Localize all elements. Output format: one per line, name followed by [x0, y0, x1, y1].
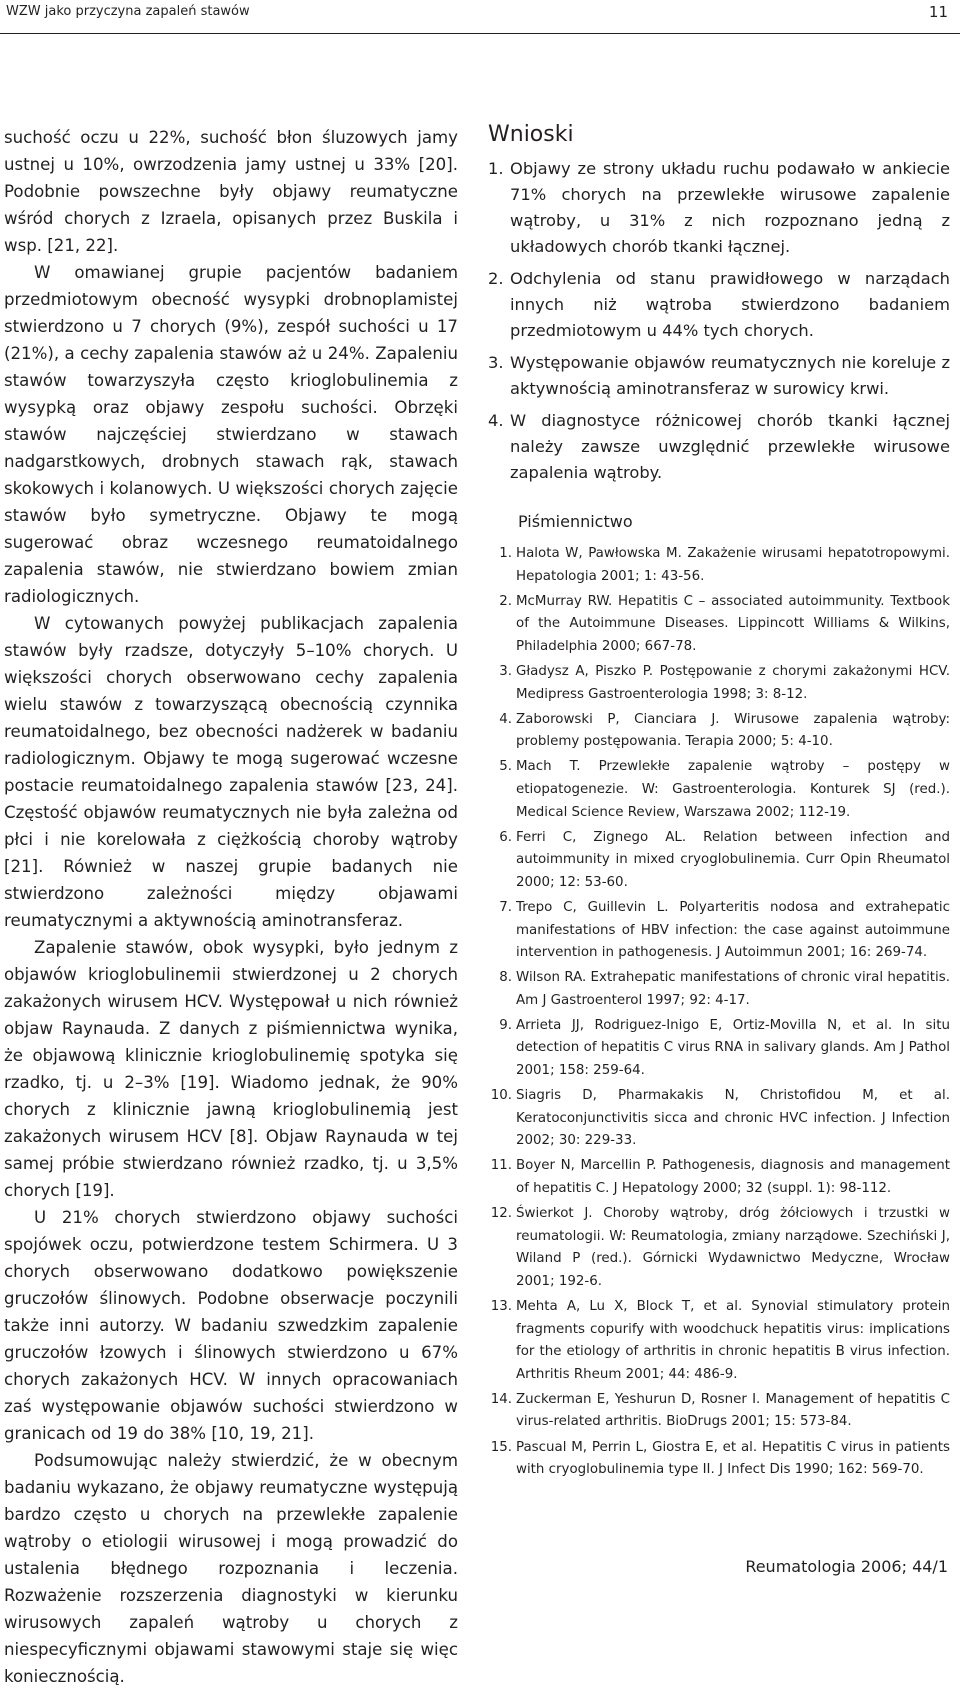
body-paragraph: W cytowanych powyżej publikacjach zapalenia stawów były rzadsze, dotyczyły 5–10% chorych. U większości chorych obserwowano cechy zapalenia wielu stawów z towarzyszącą obecnością czynnika reumatoidalnego, bez obecności nadżerek w badaniu radiologicznym. Objawy te mogą sugerować wczesne postacie reumatoidalnego zapalenia stawów [23, 24]. Częstość objawów reumatycznych nie była zależna od płci i nie korelowała z ciężkością choroby wątroby [21]. Również w naszej grupie badanych nie stwierdzono zależności między objawami reumatycznymi a aktywnością aminotransferaz. [4, 614, 458, 930]
conclusion-item [488, 408, 950, 486]
reference-item [488, 591, 950, 659]
running-title: WZW jako przyczyna zapaleń stawów [6, 4, 250, 19]
conclusion-number: 4. [488, 411, 504, 430]
reference-number: 12. [490, 1206, 512, 1222]
reference-item [488, 1389, 950, 1434]
reference-text: Wilson RA. Extrahepatic manifestations of chronic viral hepatitis. Am J Gastroenterol 1997; 92: 4-17. [516, 970, 950, 1008]
conclusion-item [488, 266, 950, 344]
reference-item [488, 543, 950, 588]
references-heading: Piśmiennictwo [518, 512, 633, 531]
body-paragraph: U 21% chorych stwierdzono objawy suchości spojówek oczu, potwierdzone testem Schirmera. U 3 chorych obserwowano dodatkowo powiększenie gruczołów ślinowych. Podobne obserwacje poczynili także inni autorzy. W badaniu szwedzkim zapalenie gruczołów łzowych i ślinowych stwierdzono u 67% chorych zakażonych HCV. W innych opracowaniach zaś występowanie objawów suchości stwierdzono w granicach od 19 do 38% [10, 19, 21]. [4, 1208, 458, 1443]
reference-number: 6. [499, 829, 512, 845]
reference-number: 9. [499, 1017, 512, 1033]
conclusion-item [488, 156, 950, 260]
reference-number: 3. [499, 663, 512, 679]
reference-text: Zaborowski P, Cianciara J. Wirusowe zapalenia wątroby: problemy postępowania. Terapia 2000; 5: 4-10. [516, 711, 950, 750]
right-column [488, 120, 950, 1484]
page-number: 11 [928, 3, 948, 21]
reference-text: Siagris D, Pharmakakis N, Christofidou M, et al. Keratoconjunctivitis sicca and chronic HVC infection. J Infection 2002; 30: 229-33. [516, 1088, 950, 1149]
reference-item [488, 1296, 950, 1386]
reference-item [488, 1203, 950, 1293]
reference-item [488, 1437, 950, 1482]
reference-text: Pascual M, Perrin L, Giostra E, et al. Hepatitis C virus in patients with cryoglobulinemia type II. J Infect Dis 1990; 162: 569-70. [516, 1439, 950, 1478]
reference-item [488, 756, 950, 824]
reference-text: Zuckerman E, Yeshurun D, Rosner I. Management of hepatitis C virus-related arthritis. BioDrugs 2001; 15: 573-84. [516, 1391, 950, 1430]
reference-text: Boyer N, Marcellin P. Pathogenesis, diagnosis and management of hepatitis C. J Hepatology 2000; 32 (suppl. 1): 98-112. [516, 1158, 950, 1197]
reference-text: Mehta A, Lu X, Block T, et al. Synovial stimulatory protein fragments copurify with woodchuck hepatitis virus: implications for the etiology of arthritis in chronic hepatitis B virus infection. Arthritis Rheum 2001; 44: 486-9. [516, 1299, 950, 1382]
header-divider [0, 33, 960, 34]
conclusion-item [488, 350, 950, 402]
body-paragraph: Zapalenie stawów, obok wysypki, było jednym z objawów krioglobulinemii stwierdzonej u 2 chorych zakażonych wirusem HCV. Występował u nich również objaw Raynauda. Z danych z piśmiennictwa wynika, że objawową klinicznie krioglobulinemię spotyka się rzadko, tj. u 2–3% [19]. Wiadomo jednak, że 90% chorych z klinicznie jawną krioglobulinemią jest zakażonych wirusem HCV [8]. Objaw Raynauda w tej samej próbie stwierdzano również rzadko, tj. u 3,5% chorych [19]. [4, 938, 458, 1200]
reference-number: 13. [490, 1299, 512, 1314]
reference-item [488, 1155, 950, 1200]
page-header [0, 0, 960, 38]
reference-item [488, 827, 950, 895]
reference-item [488, 1085, 950, 1153]
body-paragraph: suchość oczu u 22%, suchość błon śluzowych jamy ustnej u 10%, owrzodzenia jamy ustnej u 33% [20]. Podobnie powszechne były objawy reumatyczne wśród chorych z Izraela, opisanych przez Buskila i wsp. [21, 22]. [4, 128, 458, 255]
reference-text: Mach T. Przewlekłe zapalenie wątroby – postępy w etiopatogenezie. W: Gastroenterologia. Konturek SJ (red.). Medical Science Review, Warszawa 2002; 112-19. [516, 759, 950, 820]
conclusion-number: 1. [488, 159, 504, 178]
reference-number: 11. [490, 1158, 512, 1174]
reference-number: 14. [490, 1391, 512, 1407]
conclusion-number: 3. [488, 353, 504, 372]
reference-item [488, 967, 950, 1012]
reference-number: 10. [490, 1088, 512, 1104]
conclusion-text: Objawy ze strony układu ruchu podawało w ankiecie 71% chorych na przewlekłe wirusowe zapalenie wątroby, u 31% z nich rozpoznano jedną z układowych chorób tkanki łącznej. [510, 159, 950, 256]
reference-item [488, 709, 950, 754]
reference-item [488, 897, 950, 965]
reference-text: Trepo C, Guillevin L. Polyarteritis nodosa and extrahepatic manifestations of HBV infection: the case against autoimmune intervention in pathogenesis. J Autoimmun 2001; 16: 269-74. [516, 899, 950, 961]
conclusions-list [488, 156, 950, 486]
reference-text: Gładysz A, Piszko P. Postępowanie z chorymi zakażonymi HCV. Medipress Gastroenterologia 1998; 3: 8-12. [516, 663, 950, 702]
reference-number: 7. [499, 899, 512, 915]
conclusions-heading: Wnioski [488, 122, 574, 147]
reference-number: 2. [499, 593, 512, 609]
body-paragraph: Podsumowując należy stwierdzić, że w obecnym badaniu wykazano, że objawy reumatyczne występują bardzo często u chorych na przewlekłe zapalenie wątroby o etiologii wirusowej i mogą prowadzić do ustalenia błędnego rozpoznania i leczenia. Rozważenie rozszerzenia diagnostyki w kierunku wirusowych zapaleń wątroby u chorych z niespecyficznymi objawami stawowymi staje się więc koniecznością. [4, 1451, 458, 1686]
conclusion-number: 2. [488, 269, 504, 288]
references-list [488, 543, 950, 1482]
reference-text: Arrieta JJ, Rodriguez-Inigo E, Ortiz-Movilla N, et al. In situ detection of hepatitis C virus RNA in salivary glands. Am J Pathol 2001; 158: 259-64. [516, 1017, 950, 1079]
reference-number: 15. [490, 1439, 512, 1455]
reference-text: McMurray RW. Hepatitis C – associated autoimmunity. Textbook of the Autoimmune Diseases. Lippincott Williams & Wilkins, Philadelphia 2000; 667-78. [516, 593, 950, 654]
left-column [4, 124, 458, 1690]
reference-text: Ferri C, Zignego AL. Relation between infection and autoimmunity in mixed cryoglobulinemia. Curr Opin Rheumatol 2000; 12: 53-60. [516, 829, 950, 890]
journal-footer: Reumatologia 2006; 44/1 [745, 1557, 948, 1576]
body-paragraph: W omawianej grupie pacjentów badaniem przedmiotowym obecność wysypki drobnoplamistej stwierdzono u 7 chorych (9%), zespół suchości u 17 (21%), a cechy zapalenia stawów aż u 24%. Zapaleniu stawów towarzyszyła często krioglobulinemia z wysypką oraz objawy zespołu suchości. Obrzęki stawów najczęściej stwierdzano w stawach nadgarstkowych, drobnych stawach rąk, stawach skokowych i kolanowych. U większości chorych zajęcie stawów było symetryczne. Objawy te mogą sugerować obraz wczesnego reumatoidalnego zapalenia stawów, nie stwierdzano bowiem zmian radiologicznych. [4, 263, 458, 606]
reference-text: Halota W, Pawłowska M. Zakażenie wirusami hepatotropowymi. Hepatologia 2001; 1: 43-56. [516, 546, 950, 584]
reference-number: 8. [499, 970, 512, 986]
reference-number: 1. [499, 546, 512, 561]
conclusion-text: W diagnostyce różnicowej chorób tkanki łącznej należy zawsze uwzględnić przewlekłe wirusowe zapalenia wątroby. [510, 411, 950, 482]
reference-item [488, 661, 950, 706]
conclusion-text: Odchylenia od stanu prawidłowego w narządach innych niż wątroba stwierdzono badaniem przedmiotowym u 44% tych chorych. [510, 269, 950, 340]
reference-number: 5. [499, 759, 512, 775]
reference-item [488, 1015, 950, 1083]
reference-number: 4. [499, 711, 512, 727]
conclusion-text: Występowanie objawów reumatycznych nie koreluje z aktywnością aminotransferaz w surowicy krwi. [510, 353, 950, 398]
reference-text: Świerkot J. Choroby wątroby, dróg żółciowych i trzustki w reumatologii. W: Reumatologia, zmiany narządowe. Szechiński J, Wiland P (red.). Górnicki Wydawnictwo Medyczne, Wrocław 2001; 192-6. [516, 1206, 950, 1289]
